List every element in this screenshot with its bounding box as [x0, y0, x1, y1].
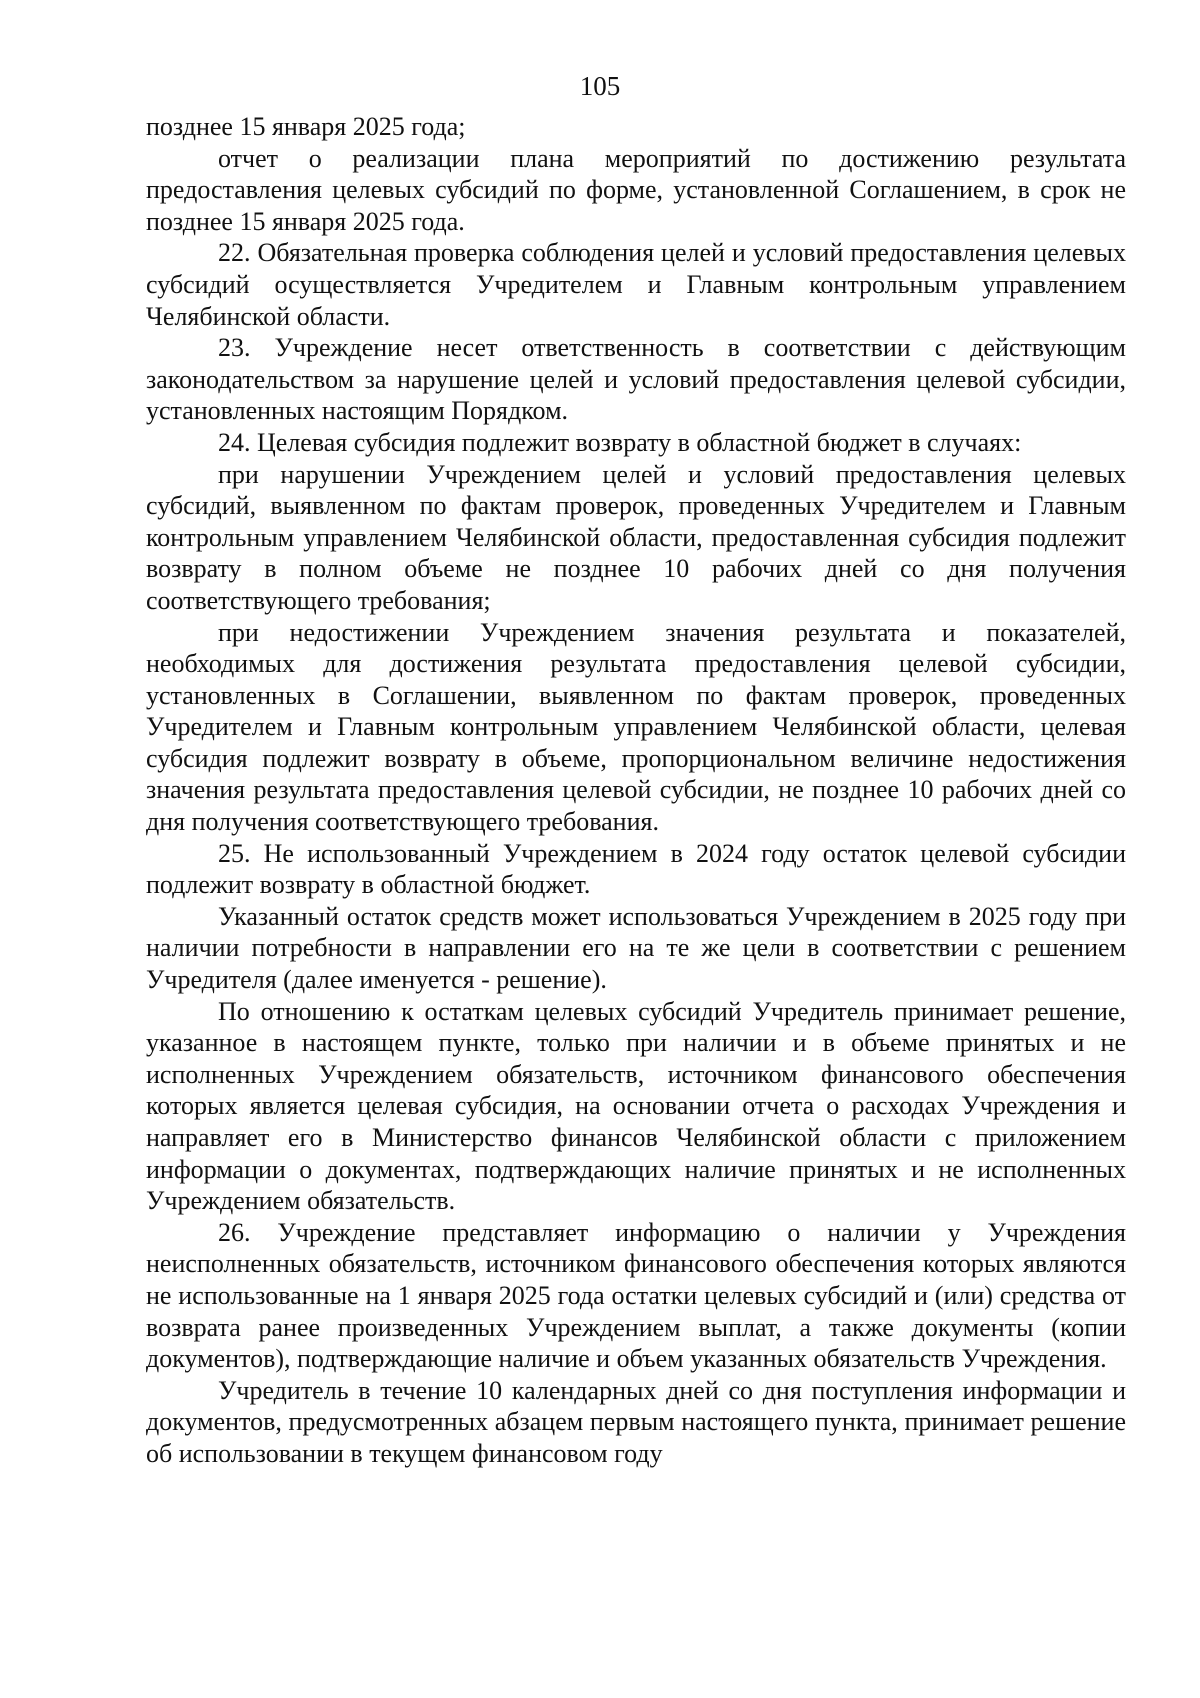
document-body	[146, 111, 1126, 1470]
paragraph-clause-25-decision: По отношению к остаткам целевых субсидий Учредитель принимает решение, указанное в настоящем пункте, только при наличии и в объеме принятых и не исполненных Учреждением обязательств, источником финансового обеспечения которых является целевая субсидия, на основании отчета о расходах Учреждения и направляет его в Министерство финансов Челябинской области с приложением информации о документах, подтверждающих наличие принятых и не исполненных Учреждением обязательств.	[146, 996, 1126, 1216]
paragraph-continuation: позднее 15 января 2025 года;	[146, 112, 466, 141]
paragraph-clause-26: 26. Учреждение представляет информацию о наличии у Учреждения неисполненных обязательств, источником финансового обеспечения которых являются не использованные на 1 января 2025 года остатки целевых субсидий и (или) средства от возврата ранее произведенных Учреждением выплат, а также документы (копии документов), подтверждающие наличие и объем указанных обязательств Учреждения.	[146, 1217, 1126, 1374]
paragraph-clause-22: 22. Обязательная проверка соблюдения целей и условий предоставления целевых субсидий осуществляется Учредителем и Главным контрольным управлением Челябинской области.	[146, 238, 1126, 331]
paragraph-clause-25: 25. Не использованный Учреждением в 2024 году остаток целевой субсидии подлежит возврату в областной бюджет.	[146, 838, 1126, 900]
paragraph-report-deadline: отчет о реализации плана мероприятий по достижению результата предоставления целевых субсидий по форме, установленной Соглашением, в срок не позднее 15 января 2025 года.	[146, 143, 1126, 236]
paragraph-clause-25-remainder: Указанный остаток средств может использоваться Учреждением в 2025 году при наличии потребности в направлении его на те же цели в соответствии с решением Учредителя (далее именуется - решение).	[146, 901, 1126, 995]
paragraph-clause-26-founder: Учредитель в течение 10 календарных дней со дня поступления информации и документов, предусмотренных абзацем первым настоящего пункта, принимает решение об использовании в текущем финансовом году	[146, 1375, 1126, 1468]
page-number: 105	[579, 71, 621, 101]
paragraph-clause-23: 23. Учреждение несет ответственность в соответствии с действующим законодательством за нарушение целей и условий предоставления целевой субсидии, установленных настоящим Порядком.	[146, 333, 1126, 426]
paragraph-clause-24-non-achievement: при недостижении Учреждением значения результата и показателей, необходимых для достижения результата предоставления целевой субсидии, установленных в Соглашении, выявленном по фактам проверок, проведенных Учредителем и Главным контрольным управлением Челябинской области, целевая субсидия подлежит возврату в объеме, пропорциональном величине недостижения значения результата предоставления целевой субсидии, не позднее 10 рабочих дней со дня получения соответствующего требования.	[146, 617, 1126, 837]
paragraph-clause-24-violation: при нарушении Учреждением целей и условий предоставления целевых субсидий, выявленном по фактам проверок, проведенных Учредителем и Главным контрольным управлением Челябинской области, предоставленная субсидия подлежит возврату в полном объеме не позднее 10 рабочих дней со дня получения соответствующего требования;	[146, 459, 1126, 615]
paragraph-clause-24: 24. Целевая субсидия подлежит возврату в областной бюджет в случаях:	[218, 427, 1022, 457]
